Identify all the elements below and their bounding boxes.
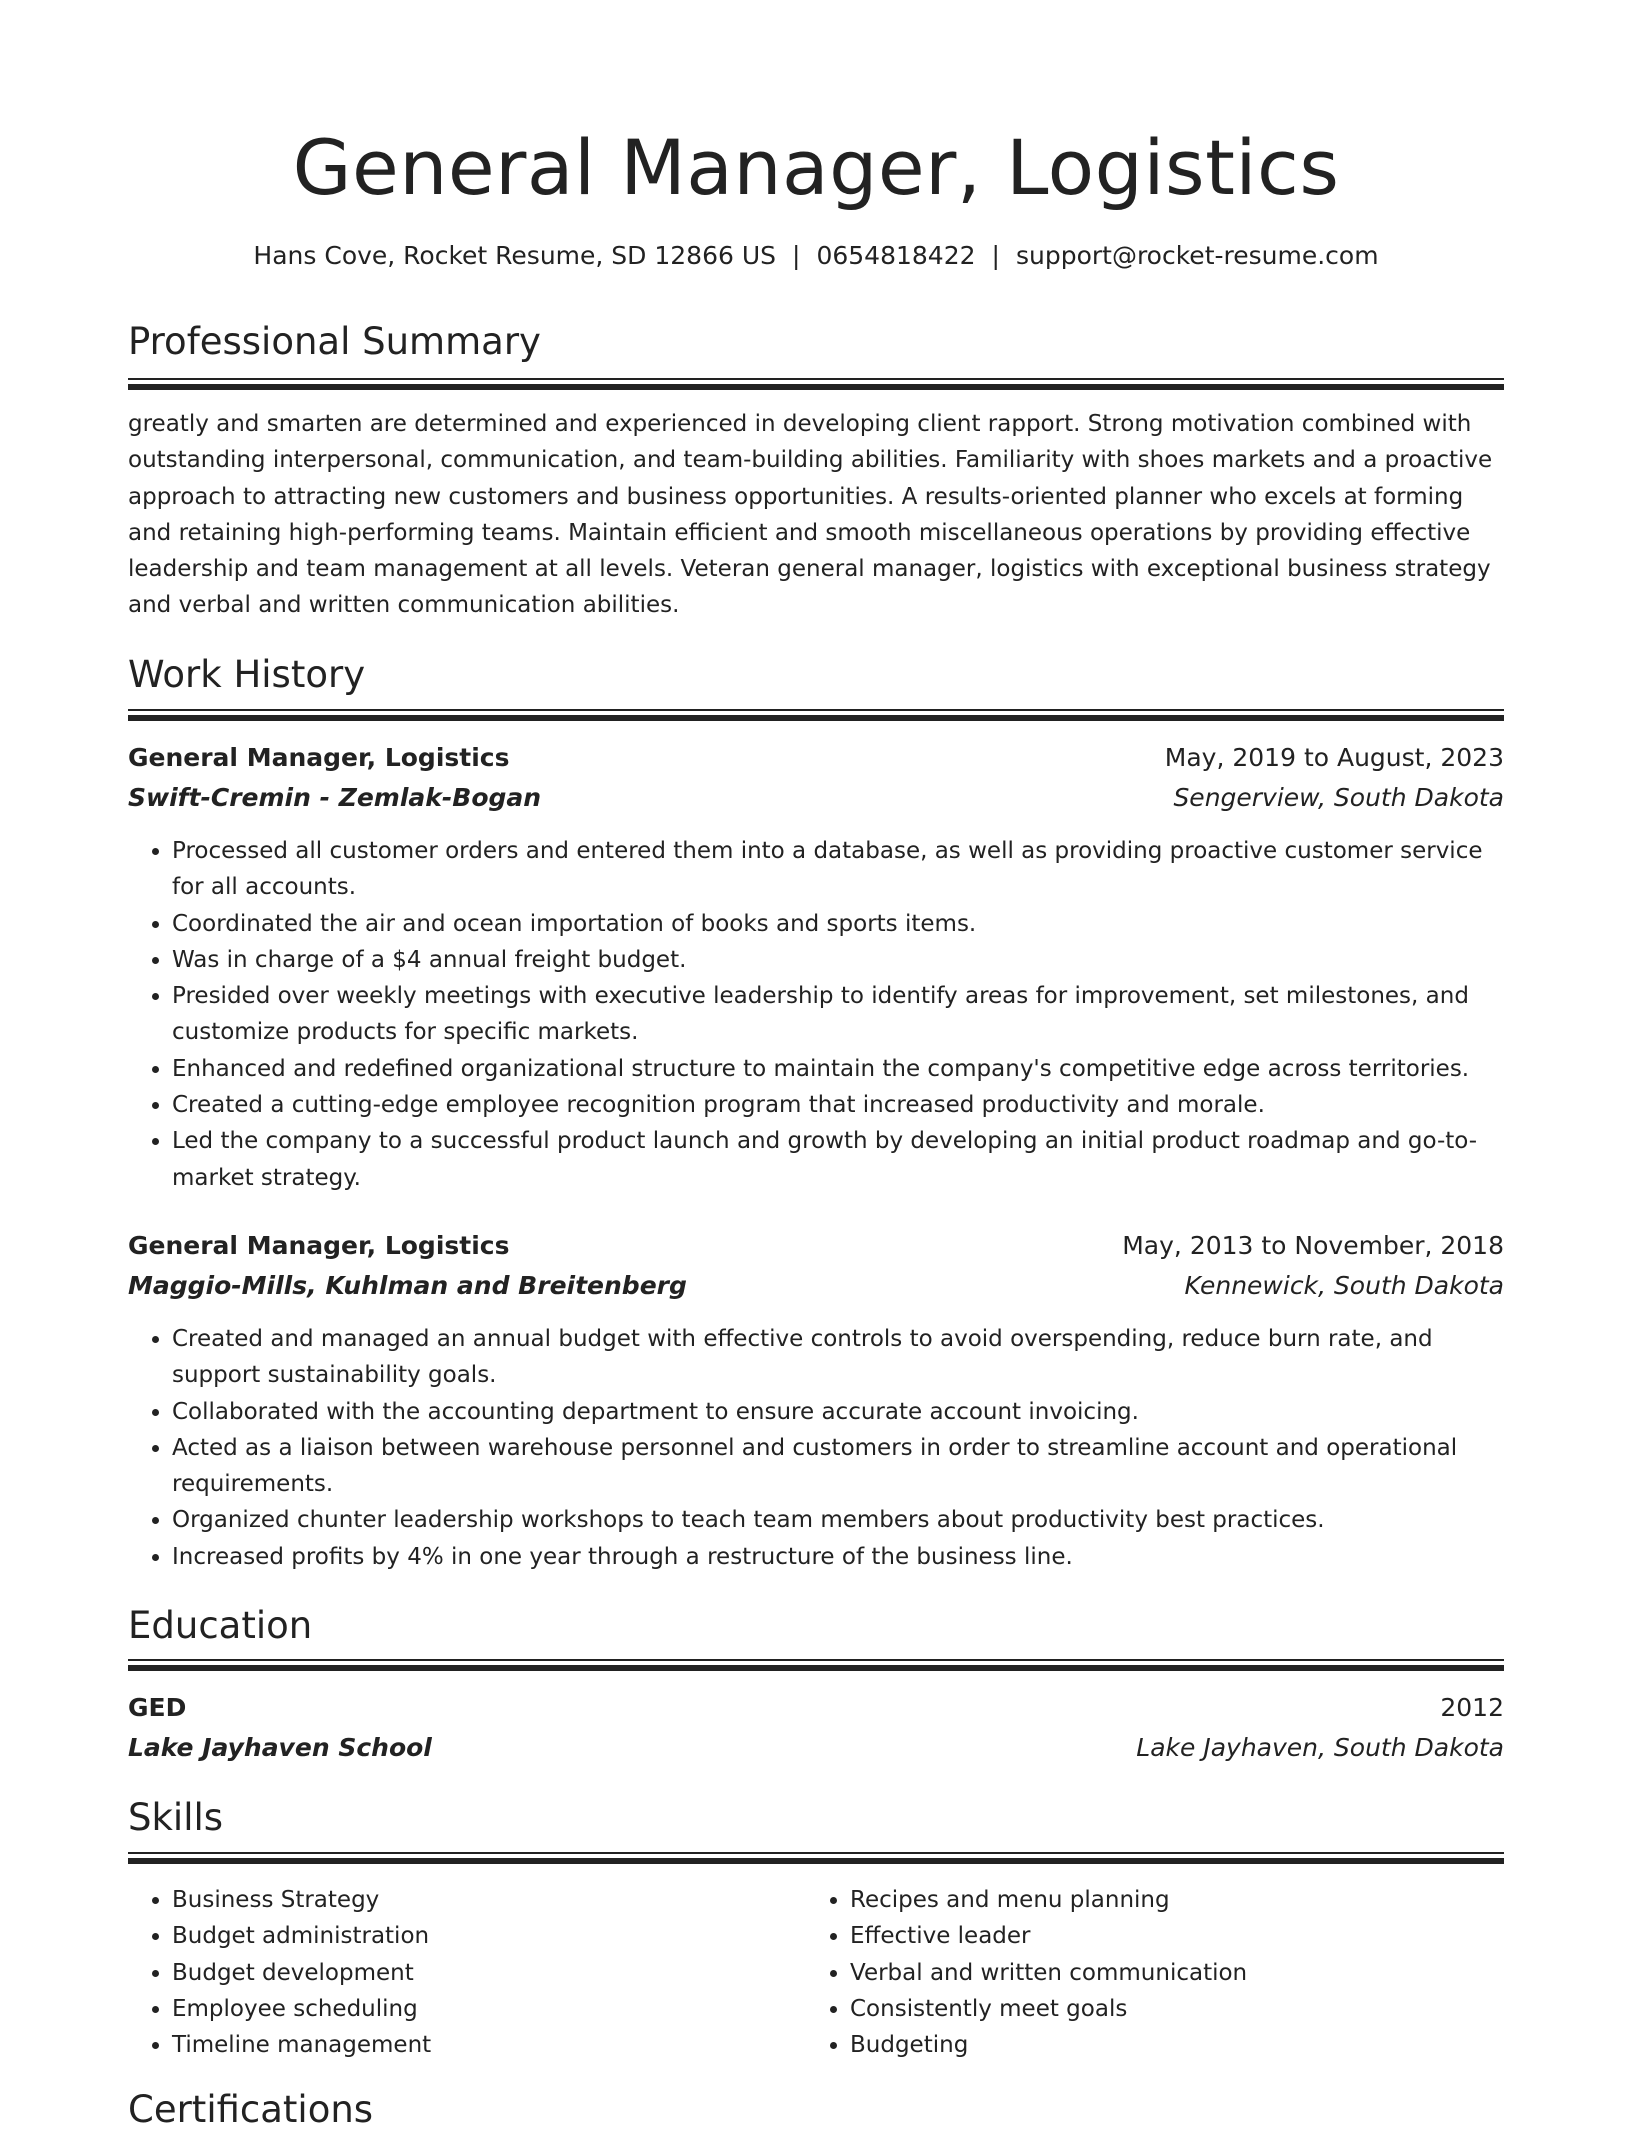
job-bullets bbox=[128, 833, 1504, 1196]
job-company: Maggio-Mills, Kuhlman and Breitenberg bbox=[128, 1271, 687, 1300]
job-header bbox=[128, 1228, 1504, 1264]
job-location: Kennewick, South Dakota bbox=[1184, 1271, 1504, 1300]
job-title: General Manager, Logistics bbox=[128, 1231, 510, 1260]
contact-phone: 0654818422 bbox=[816, 241, 976, 270]
job-location: Sengerview, South Dakota bbox=[1173, 783, 1504, 812]
section-divider-thin bbox=[128, 378, 1504, 380]
resume-name: General Manager, Logistics bbox=[292, 123, 1340, 212]
education-header bbox=[128, 1690, 1504, 1726]
section-title-skills: Skills bbox=[128, 1796, 224, 1839]
education-school: Lake Jayhaven School bbox=[128, 1733, 432, 1762]
section-title-education: Education bbox=[128, 1604, 313, 1647]
section-divider-thin bbox=[128, 1659, 1504, 1661]
skills-list-right bbox=[806, 1882, 1466, 2063]
job-company: Swift-Cremin - Zemlak-Bogan bbox=[128, 783, 542, 812]
job-subheader bbox=[128, 780, 1504, 816]
education-degree: GED bbox=[128, 1693, 187, 1722]
education-year: 2012 bbox=[1440, 1693, 1504, 1722]
job-bullet: • Acted as a liaison between warehouse personnel and customers in order to streamline account and operational requirements. bbox=[172, 1430, 1504, 1503]
job-bullet: • Was in charge of a $4 annual freight budget. bbox=[172, 942, 1504, 978]
contact-separator: | bbox=[792, 241, 801, 270]
job-title: General Manager, Logistics bbox=[128, 743, 510, 772]
summary-text: greatly and smarten are determined and experienced in developing client rapport. Strong motivation combined with outstanding interpersonal, communication, and team-building abilities. Familiarity with shoes markets and a proactive approach to attracting new customers and business opportunities. A results-oriented planner who excels at forming and retaining high-performing teams. Maintain efficient and smooth miscellaneous operations by providing effective leadership and team management at all levels. Veteran general manager, logistics with exceptional business strategy and verbal and written communication abilities. bbox=[128, 411, 1493, 619]
contact-email[interactable]: support@rocket-resume.com bbox=[1015, 241, 1379, 270]
contact-separator: | bbox=[991, 241, 1000, 270]
section-divider-thick bbox=[128, 715, 1504, 721]
section-divider-thin bbox=[128, 1852, 1504, 1854]
skill-item: • Budget development bbox=[172, 1955, 788, 1991]
skill-item: • Timeline management bbox=[172, 2027, 788, 2063]
contact-address: Hans Cove, Rocket Resume, SD 12866 US bbox=[253, 241, 777, 270]
job-bullet: • Created and managed an annual budget with effective controls to avoid overspending, reduce burn rate, and support sustainability goals. bbox=[172, 1321, 1504, 1394]
job-bullet: • Created a cutting-edge employee recognition program that increased productivity and morale. bbox=[172, 1087, 1504, 1123]
section-divider-thin bbox=[128, 709, 1504, 711]
skill-item: • Business Strategy bbox=[172, 1882, 788, 1918]
section-title-certifications: Certifications bbox=[128, 2088, 374, 2131]
job-bullet: • Presided over weekly meetings with executive leadership to identify areas for improvement, set milestones, and customize products for specific markets. bbox=[172, 978, 1504, 1051]
skill-item: • Recipes and menu planning bbox=[850, 1882, 1466, 1918]
job-bullet: • Collaborated with the accounting department to ensure accurate account invoicing. bbox=[172, 1394, 1504, 1430]
job-bullet: • Coordinated the air and ocean importation of books and sports items. bbox=[172, 906, 1504, 942]
section-divider-thick bbox=[128, 1665, 1504, 1671]
skill-item: • Budget administration bbox=[172, 1918, 788, 1954]
skill-item: • Effective leader bbox=[850, 1918, 1466, 1954]
skill-item: • Budgeting bbox=[850, 2027, 1466, 2063]
skill-item: • Verbal and written communication bbox=[850, 1955, 1466, 1991]
skills-list-left bbox=[128, 1882, 788, 2063]
section-title-summary: Professional Summary bbox=[128, 320, 541, 363]
job-bullet: • Organized chunter leadership workshops to teach team members about productivity best practices. bbox=[172, 1502, 1504, 1538]
job-subheader bbox=[128, 1268, 1504, 1304]
job-dates: May, 2019 to August, 2023 bbox=[1164, 743, 1504, 772]
job-bullet: • Enhanced and redefined organizational structure to maintain the company's competitive edge across territories. bbox=[172, 1051, 1504, 1087]
skill-item: • Consistently meet goals bbox=[850, 1991, 1466, 2027]
skill-item: • Employee scheduling bbox=[172, 1991, 788, 2027]
education-subheader bbox=[128, 1730, 1504, 1766]
contact-line bbox=[128, 238, 1504, 274]
section-divider-thick bbox=[128, 384, 1504, 390]
job-bullet: • Led the company to a successful product launch and growth by developing an initial product roadmap and go-to-market strategy. bbox=[172, 1123, 1504, 1196]
education-location: Lake Jayhaven, South Dakota bbox=[1136, 1733, 1504, 1762]
job-bullet: • Increased profits by 4% in one year through a restructure of the business line. bbox=[172, 1539, 1504, 1575]
section-title-work: Work History bbox=[128, 653, 366, 696]
section-divider-thick bbox=[128, 1858, 1504, 1864]
job-header bbox=[128, 740, 1504, 776]
job-dates: May, 2013 to November, 2018 bbox=[1122, 1231, 1504, 1260]
job-bullet: • Processed all customer orders and entered them into a database, as well as providing proactive customer service for all accounts. bbox=[172, 833, 1504, 906]
job-bullets bbox=[128, 1321, 1504, 1575]
